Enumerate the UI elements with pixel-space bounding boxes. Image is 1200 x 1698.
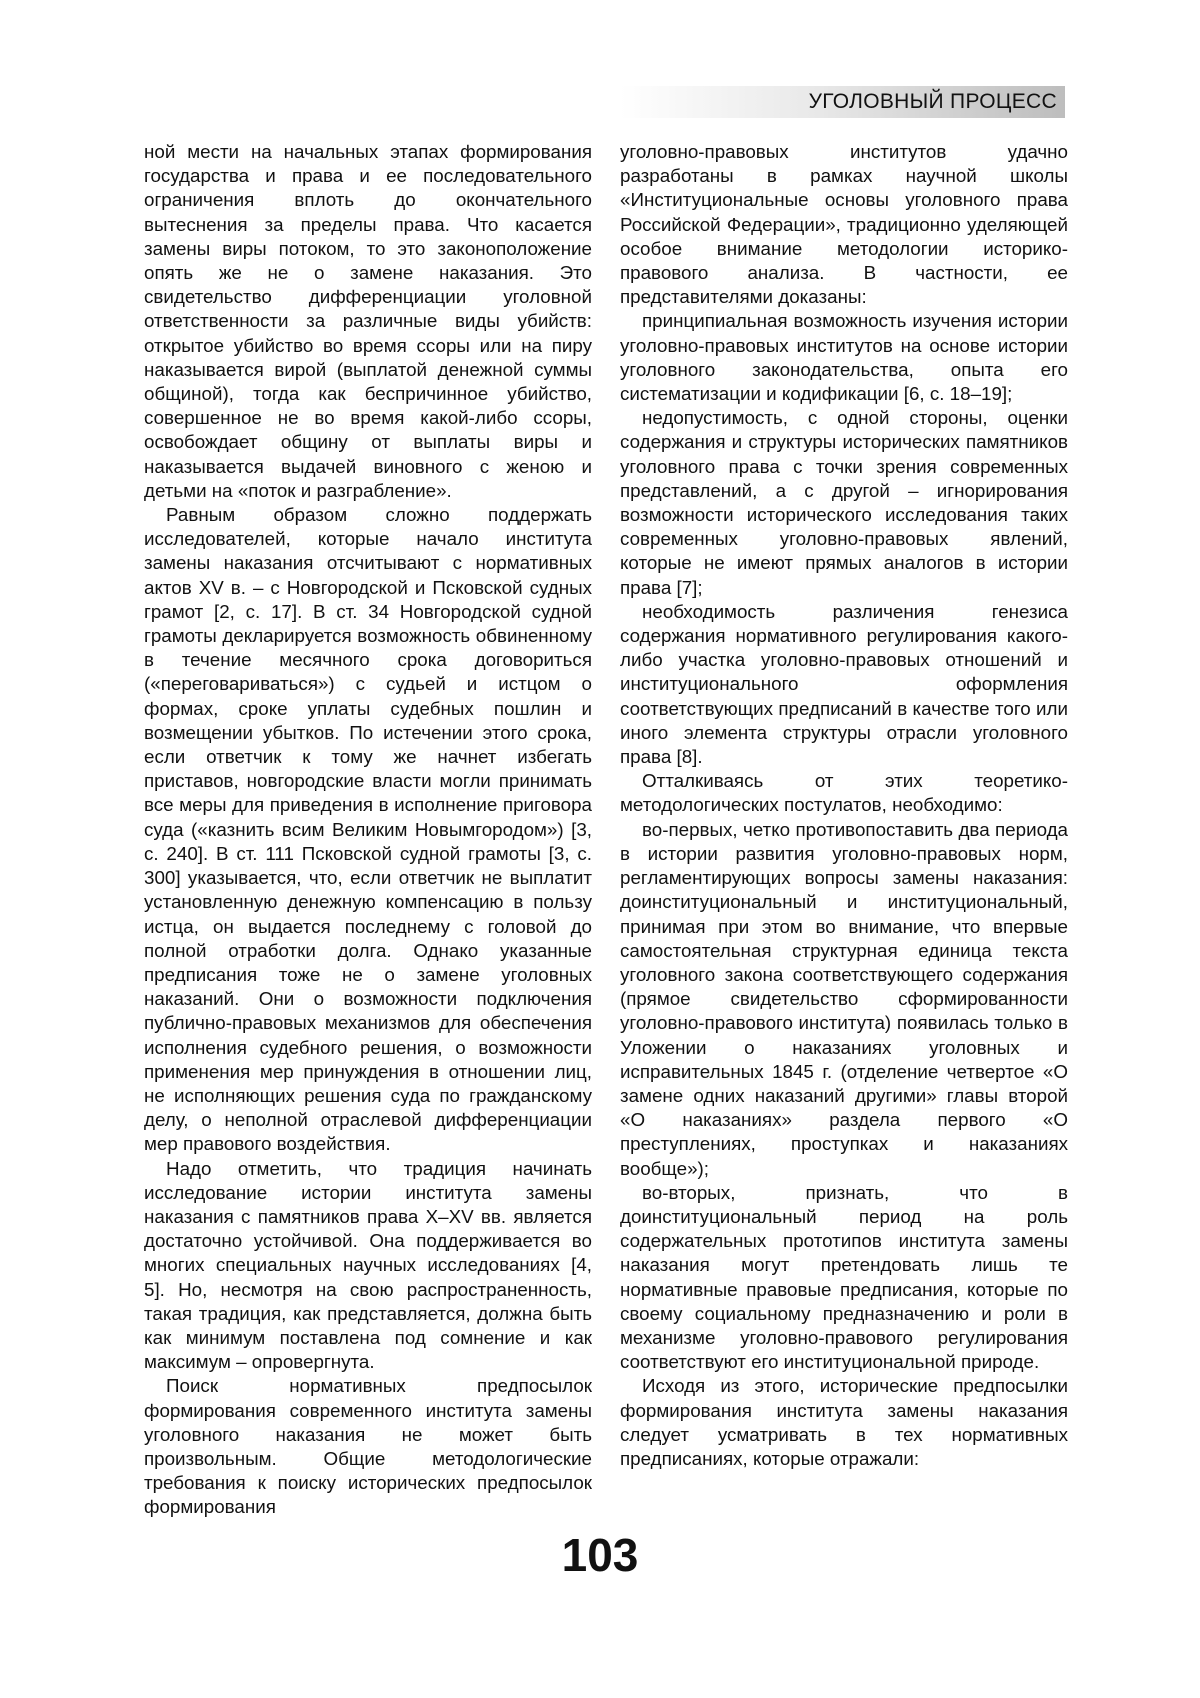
right-paragraph-4: необходимость различения генезиса содержания нормативного регулирования какого-либо участка уголовно-правовых отношений и институционального оформления соответствующих предписаний в качестве того или иного элемента структуры отрасли уголовного права [8]. xyxy=(620,600,1068,768)
right-paragraph-1: уголовно-правовых институтов удачно разработаны в рамках научной школы «Институциональные основы уголовного права Российской Федерации», традиционно уделяющей особое внимание методологии историко-правового анализа. В частности, ее представителями доказаны: xyxy=(620,141,1068,308)
page-number: 103 xyxy=(561,1529,639,1581)
section-title: УГОЛОВНЫЙ ПРОЦЕСС xyxy=(808,90,1057,113)
left-paragraph-4: Поиск нормативных предпосылок формирования современного института замены уголовного наказания не может быть произвольным. Общие методологические требования к поиску исторических предпосылок формирования xyxy=(144,1375,592,1518)
right-paragraph-6: во-первых, четко противопоставить два периода в истории развития уголовно-правовых норм, регламентирующих вопросы замены наказания: доинституциональный и институциональный, принимая при этом во внимание, что впервые самостоятельная структурная единица текста уголовного закона соответствующего содержания (прямое свидетельство сформированности уголовно-правового института) появилась только в Уложении о наказаниях уголовных и исправительных 1845 г. (отделение четвертое «О замене одних наказаний другими» главы второй «О наказаниях» раздела первого «О преступлениях, проступках и наказаниях вообще»); xyxy=(620,818,1068,1179)
right-column xyxy=(620,140,1068,1471)
right-paragraph-5: Отталкиваясь от этих теоретико-методологических постулатов, необходимо: xyxy=(620,770,1068,816)
right-paragraph-7: во-вторых, признать, что в доинституциональный период на роль содержательных прототипов института замены наказания могут претендовать лишь те нормативные правовые предписания, которые по своему социальному предназначению и роли в механизме уголовно-правового регулирования соответствуют его институциональной природе. xyxy=(620,1181,1068,1373)
left-column xyxy=(144,140,592,1520)
left-paragraph-2: Равным образом сложно поддержать исследователей, которые начало института замены наказания отсчитывают с нормативных актов XV в. – с Новгородской и Псковской судных грамот [2, с. 17]. В ст. 34 Новгородской судной грамоты декларируется возможность обвиненному в течение месячного срока договориться («переговариваться») с судьей и истцом о формах, сроке уплаты судебных пошлин и возмещении убытков. По истечении этого срока, если ответчик к тому же начнет избегать приставов, новгородские власти могли принимать все меры для приведения в исполнение приговора суда («казнить всим Великим Новымгородом») [3, с. 240]. В ст. 111 Псковской судной грамоты [3, с. 300] указывается, что, если ответчик не выплатит установленную денежную компенсацию в пользу истца, он выдается последнему с головой до полной отработки долга. Однако указанные предписания тоже не о замене уголовных наказаний. Они о возможности подключения публично-правовых механизмов для обеспечения исполнения судебного решения, о возможности применения мер принуждения в отношении лиц, не исполняющих решения суда по гражданскому делу, о неполной отраслевой дифференциации мер правового воздействия. xyxy=(144,504,592,1155)
right-paragraph-2: принципиальная возможность изучения истории уголовно-правовых институтов на основе истории уголовного законодательства, опыта его систематизации и кодификации [6, с. 18–19]; xyxy=(620,310,1068,405)
running-header xyxy=(620,86,1065,118)
left-paragraph-1: ной мести на начальных этапах формирования государства и права и ее последовательного ограничения вплоть до окончательного вытеснения за пределы права. Что касается замены виры потоком, то это законоположение опять же не о замене наказания. Это свидетельство дифференциации уголовной ответственности за различные виды убийств: открытое убийство во время ссоры или на пиру наказывается вирой (выплатой денежной суммы общиной), тогда как беспричинное убийство, совершенное не во время какой-либо ссоры, освобождает общину от выплаты виры и наказывается выдачей виновного с женою и детьми на «поток и разграбление». xyxy=(144,141,592,501)
left-paragraph-3: Надо отметить, что традиция начинать исследование истории института замены наказания с памятников права X–XV вв. является достаточно устойчивой. Она поддерживается во многих специальных научных исследованиях [4, 5]. Но, несмотря на свою распространенность, такая традиция, как представляется, должна быть как минимум поставлена под сомнение и как максимум – опровергнута. xyxy=(144,1157,592,1373)
right-paragraph-3: недопустимость, с одной стороны, оценки содержания и структуры исторических памятников уголовного права с точки зрения современных представлений, а с другой – игнорирования возможности исторического исследования таких современных уголовно-правовых явлений, которые не имеют прямых аналогов в истории права [7]; xyxy=(620,407,1068,598)
right-paragraph-8: Исходя из этого, исторические предпосылки формирования института замены наказания следует усматривать в тех нормативных предписаниях, которые отражали: xyxy=(620,1375,1068,1469)
